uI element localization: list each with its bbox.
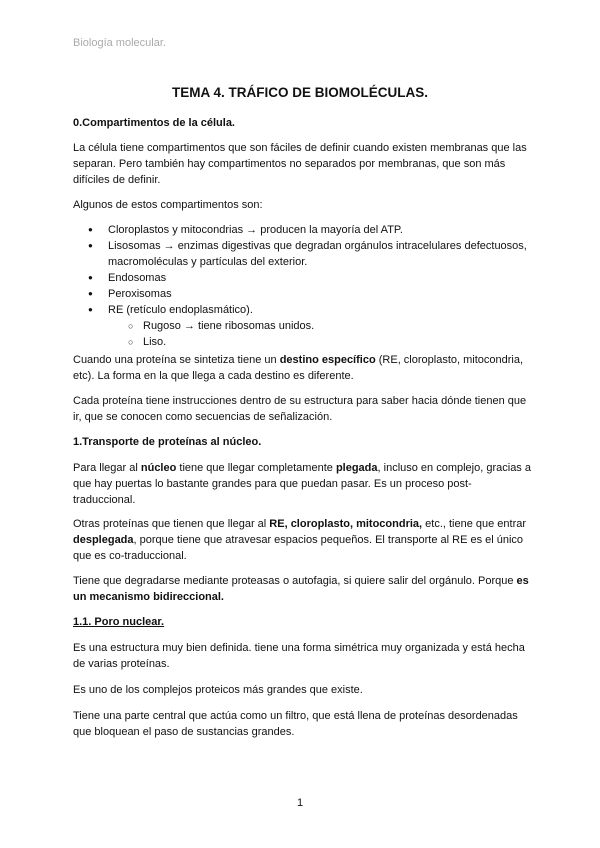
list-item: ● Peroxisomas <box>73 286 533 302</box>
running-header: Biología molecular. <box>73 37 166 49</box>
section-1-paragraph-1: Para llegar al núcleo tiene que llegar completamente plegada, incluso en complejo, gracias a que hay puertas lo bastante grandes para que puedan pasar. Es un proceso post-traduccional. <box>73 462 531 506</box>
section-1-paragraph-2: Otras proteínas que tienen que llegar al RE, cloroplasto, mitocondria, etc., tiene que entrar desplegada, porque tiene que atravesar espacios pequeños. El transporte al RE es el único que es co-traduccional. <box>73 518 527 562</box>
sub-list-item: ○ Rugoso → tiene ribosomas unidos. <box>73 318 533 334</box>
section-0-paragraph-1: La célula tiene compartimentos que son fáciles de definir cuando existen membranas que las separan. Pero también hay compartimentos no separados por membranas, que son más difíciles de definir. <box>73 142 527 186</box>
section-0-heading: 0.Compartimentos de la célula. <box>73 117 235 129</box>
page-number: 1 <box>296 797 304 809</box>
sub-list-item: ○ Liso. <box>73 334 533 350</box>
section-1-1-heading: 1.1. Poro nuclear. <box>73 616 165 628</box>
section-0-paragraph-2: Algunos de estos compartimentos son: <box>73 199 263 211</box>
list-item: ● Lisosomas → enzimas digestivas que degradan orgánulos intracelulares defectuosos, macromoléculas y partículas del exterior. <box>73 238 533 270</box>
section-1-heading: 1.Transporte de proteínas al núcleo. <box>73 436 262 448</box>
compartments-list <box>73 222 533 350</box>
list-item: ● Cloroplastos y mitocondrias → producen la mayoría del ATP. <box>73 222 533 238</box>
document-title: TEMA 4. TRÁFICO DE BIOMOLÉCULAS. <box>172 85 428 100</box>
section-1-1-paragraph-3: Tiene una parte central que actúa como un filtro, que está llena de proteínas desordenadas que bloquean el paso de sustancias grandes. <box>73 710 518 738</box>
section-1-paragraph-3: Tiene que degradarse mediante proteasas o autofagia, si quiere salir del orgánulo. Porque es un mecanismo bidireccional. <box>73 575 529 603</box>
list-item: ● Endosomas <box>73 270 533 286</box>
section-1-1-paragraph-2: Es uno de los complejos proteicos más grandes que existe. <box>73 684 363 696</box>
list-item: ● RE (retículo endoplasmático). <box>73 302 533 318</box>
section-0-paragraph-4: Cada proteína tiene instrucciones dentro de su estructura para saber hacia dónde tienen que ir, que se conocen como secuencias de señalización. <box>73 395 527 423</box>
section-1-1-paragraph-1: Es una estructura muy bien definida. tiene una forma simétrica muy organizada y está hecha de varias proteínas. <box>73 642 525 670</box>
section-0-paragraph-3: Cuando una proteína se sintetiza tiene un destino específico (RE, cloroplasto, mitocondria, etc). La forma en la que llega a cada destino es diferente. <box>73 354 524 382</box>
